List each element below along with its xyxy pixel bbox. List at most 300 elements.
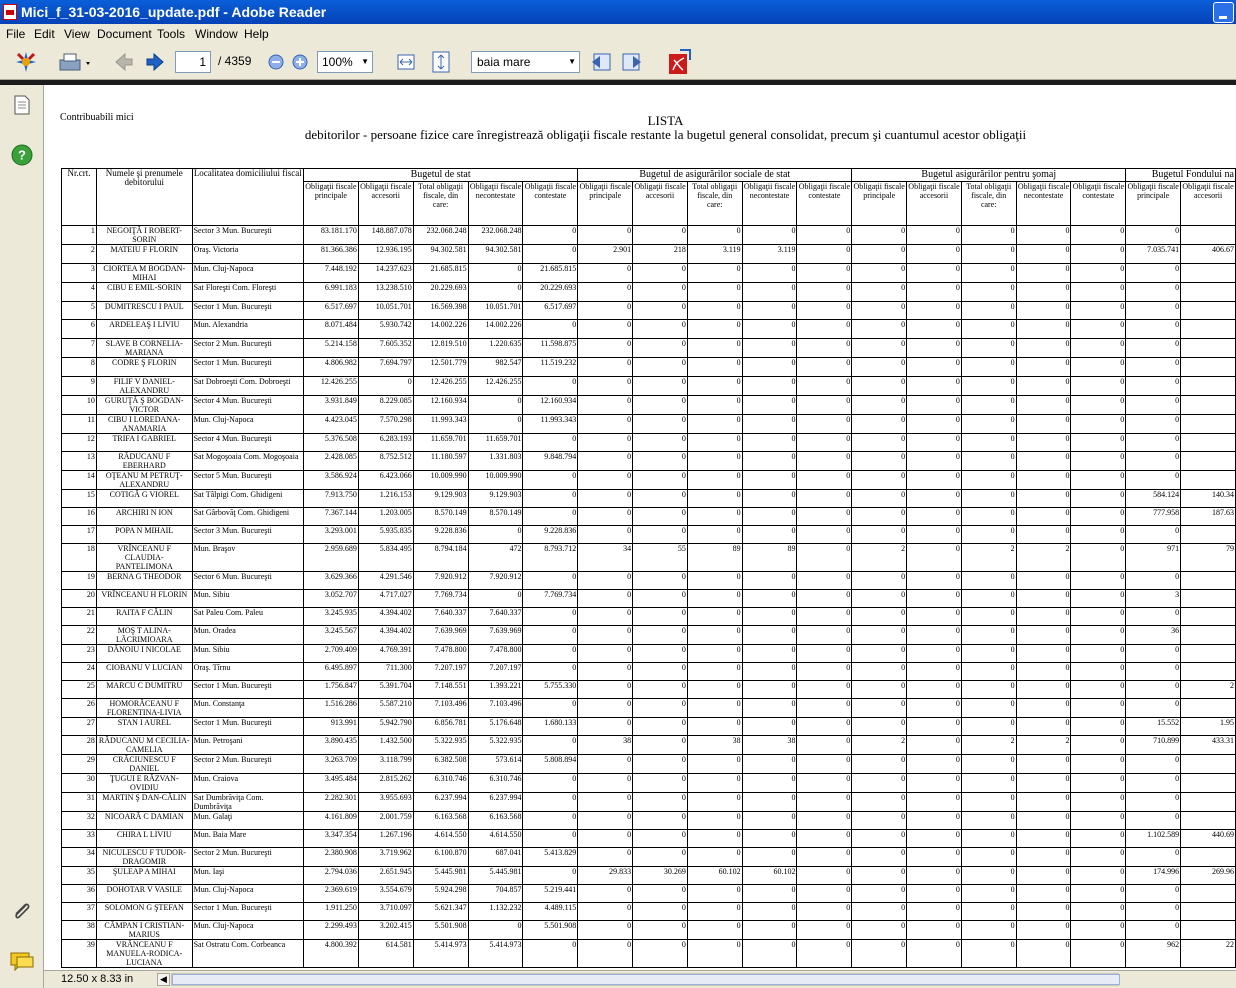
amount-cell: 8.570.149 <box>468 508 523 526</box>
amount-cell: 0 <box>742 572 797 590</box>
next-page-icon[interactable] <box>145 53 165 71</box>
debtor-locality: Sector 1 Mun. Bucureşti <box>192 302 303 320</box>
amount-cell: 0 <box>578 626 633 645</box>
amount-cell: 1.203.005 <box>358 508 413 526</box>
row-number: 26 <box>62 699 97 718</box>
amount-cell: 0 <box>1016 645 1071 663</box>
amount-cell: 0 <box>852 471 907 490</box>
amount-cell: 0 <box>578 415 633 434</box>
amount-cell: 20.229.693 <box>523 283 578 302</box>
doc-subtitle: debitorilor - persoane fizice care înregistrează obligaţii fiscale restante la bugetul general consolidat, precum şi cuantumul acestor obligaţii <box>304 127 1027 142</box>
amount-cell: 7.920.912 <box>468 572 523 590</box>
amount-cell: 0 <box>633 508 688 526</box>
amount-cell: 0 <box>523 608 578 626</box>
amount-cell: 0 <box>742 848 797 867</box>
menu-tools[interactable]: Tools <box>157 27 186 41</box>
amount-cell: 0 <box>578 302 633 320</box>
table-row <box>62 526 1236 544</box>
amount-cell: 0 <box>687 415 742 434</box>
amount-cell: 0 <box>742 226 797 245</box>
amount-cell: 0 <box>1126 663 1181 681</box>
amount-cell: 140.34 <box>1181 490 1236 508</box>
debtor-locality: Mun. Sibiu <box>192 590 303 608</box>
amount-cell: 0 <box>1016 626 1071 645</box>
amount-cell: 0 <box>961 377 1016 396</box>
menu-document[interactable]: Document <box>97 27 152 41</box>
amount-cell: 0 <box>907 921 962 940</box>
pdf-app-icon <box>3 4 17 20</box>
amount-cell: 0 <box>907 718 962 736</box>
search-input[interactable] <box>471 51 580 73</box>
amount-cell: 0 <box>633 264 688 283</box>
horizontal-scrollbar[interactable] <box>171 973 1119 986</box>
amount-cell: 0 <box>742 626 797 645</box>
fit-page-icon[interactable] <box>430 50 452 74</box>
amount-cell: 0 <box>852 415 907 434</box>
amount-cell: 3.347.354 <box>303 830 358 848</box>
amount-cell: 4.614.550 <box>413 830 468 848</box>
debtor-name: MARCU C DUMITRU <box>96 681 192 699</box>
document-view[interactable] <box>44 85 1236 970</box>
amount-cell: 0 <box>523 490 578 508</box>
zoom-in-icon[interactable] <box>292 54 308 70</box>
row-number: 14 <box>62 471 97 490</box>
amount-cell: 0 <box>1071 508 1126 526</box>
amount-cell: 0 <box>633 812 688 830</box>
amount-cell: 0 <box>687 608 742 626</box>
amount-cell: 0 <box>852 663 907 681</box>
chevron-down-icon: ▼ <box>568 57 576 66</box>
amount-cell: 0 <box>578 471 633 490</box>
debtor-name: DĂNOIU I NICOLAE <box>96 645 192 663</box>
amount-cell: 2.299.493 <box>303 921 358 940</box>
amount-cell: 0 <box>633 226 688 245</box>
row-number: 15 <box>62 490 97 508</box>
amount-cell: 0 <box>1071 736 1126 755</box>
amount-cell: 0 <box>633 471 688 490</box>
amount-cell: 0 <box>687 626 742 645</box>
amount-cell: 0 <box>1016 940 1071 968</box>
chevron-down-icon: ▼ <box>361 57 369 66</box>
row-number: 11 <box>62 415 97 434</box>
amount-cell: 0 <box>578 358 633 377</box>
amount-cell: 971 <box>1126 544 1181 572</box>
amount-cell: 1.393.221 <box>468 681 523 699</box>
amount-cell: 0 <box>1126 885 1181 903</box>
debtor-locality: Sector 2 Mun. Bucureşti <box>192 755 303 774</box>
amount-cell: 10.051.701 <box>468 302 523 320</box>
amount-cell <box>1181 699 1236 718</box>
amount-cell: 3.955.693 <box>358 793 413 812</box>
amount-cell: 0 <box>1071 626 1126 645</box>
amount-cell: 0 <box>1016 793 1071 812</box>
amount-cell: 0 <box>687 755 742 774</box>
amount-cell: 0 <box>633 396 688 415</box>
subheader: Obligaţii fiscale contestate <box>797 182 852 226</box>
amount-cell: 7.478.800 <box>468 645 523 663</box>
debtor-locality: Mun. Petroşani <box>192 736 303 755</box>
amount-cell: 0 <box>578 226 633 245</box>
table-row <box>62 590 1236 608</box>
amount-cell: 0 <box>742 755 797 774</box>
collaborate-icon[interactable] <box>14 50 38 74</box>
status-bar <box>44 970 1236 988</box>
amount-cell: 9.129.903 <box>413 490 468 508</box>
amount-cell: 0 <box>687 699 742 718</box>
amount-cell: 0 <box>852 940 907 968</box>
menu-help[interactable]: Help <box>244 27 269 41</box>
help-icon[interactable] <box>11 144 33 166</box>
amount-cell: 0 <box>961 848 1016 867</box>
amount-cell <box>1181 434 1236 452</box>
debtor-locality: Sector 5 Mun. Bucureşti <box>192 471 303 490</box>
amount-cell: 0 <box>578 434 633 452</box>
amount-cell: 0 <box>852 396 907 415</box>
amount-cell: 0 <box>852 626 907 645</box>
amount-cell: 4.423.045 <box>303 415 358 434</box>
amount-cell: 0 <box>578 396 633 415</box>
amount-cell: 0 <box>523 320 578 339</box>
amount-cell: 0 <box>797 590 852 608</box>
minimize-button[interactable] <box>1213 2 1234 23</box>
amount-cell: 0 <box>852 885 907 903</box>
amount-cell: 0 <box>1071 699 1126 718</box>
debtor-locality: Sector 4 Mun. Bucureşti <box>192 396 303 415</box>
amount-cell: 0 <box>523 471 578 490</box>
amount-cell: 0 <box>687 903 742 921</box>
previous-page-icon[interactable] <box>114 53 134 71</box>
amount-cell: 0 <box>633 940 688 968</box>
amount-cell: 0 <box>633 774 688 793</box>
amount-cell: 5.587.210 <box>358 699 413 718</box>
debtor-locality: Sector 2 Mun. Bucureşti <box>192 339 303 358</box>
amount-cell: 0 <box>523 793 578 812</box>
amount-cell: 0 <box>633 434 688 452</box>
fit-width-icon[interactable] <box>396 52 416 72</box>
amount-cell: 3.495.484 <box>303 774 358 793</box>
debtor-name: DUMITRESCU I PAUL <box>96 302 192 320</box>
debtor-name: CODRE Ş FLORIN <box>96 358 192 377</box>
amount-cell: 81.366.386 <box>303 245 358 264</box>
amount-cell: 0 <box>961 415 1016 434</box>
amount-cell: 0 <box>797 302 852 320</box>
menu-view[interactable]: View <box>64 27 90 41</box>
amount-cell: 34 <box>578 544 633 572</box>
amount-cell: 0 <box>742 358 797 377</box>
amount-cell: 2 <box>852 544 907 572</box>
window-title: Mici_f_31-03-2016_update.pdf - Adobe Reader <box>21 4 327 20</box>
amount-cell: 0 <box>907 264 962 283</box>
debtor-locality: Mun. Constanţa <box>192 699 303 718</box>
row-number: 24 <box>62 663 97 681</box>
amount-cell: 5.924.298 <box>413 885 468 903</box>
amount-cell: 0 <box>797 645 852 663</box>
amount-cell: 0 <box>907 377 962 396</box>
menu-bar <box>0 24 1236 44</box>
amount-cell: 232.068.248 <box>468 226 523 245</box>
amount-cell: 0 <box>687 774 742 793</box>
amount-cell: 9.228.836 <box>523 526 578 544</box>
amount-cell: 4.161.809 <box>303 812 358 830</box>
amount-cell: 0 <box>578 755 633 774</box>
attachments-icon[interactable] <box>10 900 34 924</box>
amount-cell: 0 <box>687 812 742 830</box>
group-header: Bugetul de stat <box>303 169 577 182</box>
amount-cell: 0 <box>687 645 742 663</box>
amount-cell <box>1181 283 1236 302</box>
amount-cell: 12.819.510 <box>413 339 468 358</box>
amount-cell: 0 <box>633 848 688 867</box>
amount-cell: 7.367.144 <box>303 508 358 526</box>
amount-cell: 0 <box>1126 226 1181 245</box>
amount-cell: 0 <box>797 608 852 626</box>
debtor-name: CIBU I LOREDANA-ANAMARIA <box>96 415 192 434</box>
amount-cell: 12.501.779 <box>413 358 468 377</box>
amount-cell: 2.282.301 <box>303 793 358 812</box>
amount-cell: 36 <box>1126 626 1181 645</box>
row-number: 5 <box>62 302 97 320</box>
amount-cell: 0 <box>852 645 907 663</box>
amount-cell: 0 <box>1126 526 1181 544</box>
amount-cell: 0 <box>961 508 1016 526</box>
debtor-name: VRÂNCEANU F MANUELA-RODICA-LUCIANA <box>96 940 192 968</box>
table-row <box>62 320 1236 339</box>
amount-cell: 6.310.746 <box>468 774 523 793</box>
table-row <box>62 572 1236 590</box>
amount-cell: 0 <box>907 755 962 774</box>
amount-cell <box>1181 396 1236 415</box>
row-number: 9 <box>62 377 97 396</box>
amount-cell: 0 <box>1071 940 1126 968</box>
row-number: 10 <box>62 396 97 415</box>
amount-cell: 0 <box>633 645 688 663</box>
amount-cell: 3.052.707 <box>303 590 358 608</box>
amount-cell: 0 <box>1016 848 1071 867</box>
amount-cell: 7.103.496 <box>413 699 468 718</box>
amount-cell: 79 <box>1181 544 1236 572</box>
table-row <box>62 663 1236 681</box>
amount-cell: 0 <box>1071 377 1126 396</box>
amount-cell: 0 <box>961 885 1016 903</box>
find-next-icon[interactable] <box>621 52 643 72</box>
row-number: 31 <box>62 793 97 812</box>
amount-cell: 4.291.546 <box>358 572 413 590</box>
debtor-locality: Oraş. Victoria <box>192 245 303 264</box>
amount-cell: 3.202.415 <box>358 921 413 940</box>
debtor-locality: Sat Floreşti Com. Floreşti <box>192 283 303 302</box>
amount-cell: 0 <box>1016 283 1071 302</box>
amount-cell: 0 <box>687 396 742 415</box>
amount-cell: 0 <box>1071 830 1126 848</box>
find-previous-icon[interactable] <box>590 52 612 72</box>
amount-cell: 614.581 <box>358 940 413 968</box>
amount-cell: 0 <box>742 471 797 490</box>
amount-cell: 2 <box>1016 736 1071 755</box>
amount-cell: 5.414.973 <box>468 940 523 968</box>
amount-cell: 0 <box>1071 755 1126 774</box>
debtor-locality: Sector 1 Mun. Bucureşti <box>192 681 303 699</box>
group-header: Bugetul de asigurărilor sociale de stat <box>578 169 852 182</box>
amount-cell: 0 <box>797 885 852 903</box>
scroll-left-button[interactable]: ◀ <box>157 973 170 986</box>
menu-window[interactable]: Window <box>195 27 238 41</box>
amount-cell: 0 <box>633 377 688 396</box>
amount-cell: 0 <box>578 608 633 626</box>
debtor-locality: Sat Dobroeşti Com. Dobroeşti <box>192 377 303 396</box>
table-row <box>62 793 1236 812</box>
debtor-locality: Mun. Cluj-Napoca <box>192 264 303 283</box>
amount-cell: 0 <box>687 940 742 968</box>
amount-cell: 21.685.815 <box>523 264 578 283</box>
amount-cell: 0 <box>961 830 1016 848</box>
amount-cell: 7.570.298 <box>358 415 413 434</box>
print-icon[interactable] <box>58 52 92 74</box>
amount-cell: 0 <box>633 608 688 626</box>
amount-cell: 0 <box>852 848 907 867</box>
zoom-level-select[interactable] <box>317 51 373 73</box>
amount-cell: 0 <box>742 903 797 921</box>
subheader: Obligaţii fiscale accesorii <box>358 182 413 226</box>
amount-cell: 0 <box>468 526 523 544</box>
amount-cell: 20.229.693 <box>413 283 468 302</box>
amount-cell: 0 <box>1071 415 1126 434</box>
pages-icon[interactable] <box>12 94 32 116</box>
amount-cell: 0 <box>687 490 742 508</box>
amount-cell: 0 <box>578 774 633 793</box>
amount-cell: 0 <box>852 867 907 885</box>
amount-cell: 5.445.981 <box>413 867 468 885</box>
amount-cell: 0 <box>1126 608 1181 626</box>
table-row <box>62 848 1236 867</box>
scrollbar-thumb[interactable] <box>172 974 1120 985</box>
amount-cell: 5.445.981 <box>468 867 523 885</box>
page-total: / 4359 <box>218 54 252 68</box>
amount-cell: 2 <box>1181 681 1236 699</box>
amount-cell: 0 <box>961 590 1016 608</box>
amount-cell: 0 <box>852 377 907 396</box>
debtor-name: MOŞ T ALINA-LĂCRIMIOARA <box>96 626 192 645</box>
amount-cell: 3.931.849 <box>303 396 358 415</box>
amount-cell: 0 <box>797 508 852 526</box>
amount-cell <box>1181 885 1236 903</box>
amount-cell <box>1181 452 1236 471</box>
amount-cell: 0 <box>907 526 962 544</box>
amount-cell: 6.283.193 <box>358 434 413 452</box>
amount-cell: 0 <box>1071 339 1126 358</box>
amount-cell: 11.659.701 <box>413 434 468 452</box>
amount-cell <box>1181 358 1236 377</box>
amount-cell: 3.293.001 <box>303 526 358 544</box>
row-number: 1 <box>62 226 97 245</box>
amount-cell: 8.570.149 <box>413 508 468 526</box>
amount-cell: 5.755.330 <box>523 681 578 699</box>
debtor-locality: Mun. Iaşi <box>192 867 303 885</box>
amount-cell: 1.102.589 <box>1126 830 1181 848</box>
amount-cell: 0 <box>852 774 907 793</box>
doc-left-label: Contribuabili mici <box>60 112 134 123</box>
amount-cell: 10.009.990 <box>413 471 468 490</box>
amount-cell: 1.95 <box>1181 718 1236 736</box>
amount-cell: 0 <box>578 848 633 867</box>
amount-cell: 0 <box>852 572 907 590</box>
amount-cell: 0 <box>797 245 852 264</box>
amount-cell: 89 <box>742 544 797 572</box>
amount-cell: 0 <box>797 572 852 590</box>
table-row <box>62 645 1236 663</box>
amount-cell: 0 <box>907 415 962 434</box>
row-number: 37 <box>62 903 97 921</box>
amount-cell: 0 <box>1016 755 1071 774</box>
amount-cell: 5.501.908 <box>523 921 578 940</box>
debtor-name: COTIGĂ G VIOREL <box>96 490 192 508</box>
amount-cell: 0 <box>907 544 962 572</box>
amount-cell: 0 <box>1126 572 1181 590</box>
amount-cell: 0 <box>578 830 633 848</box>
amount-cell <box>1181 812 1236 830</box>
amount-cell: 0 <box>687 921 742 940</box>
amount-cell: 0 <box>633 283 688 302</box>
amount-cell: 0 <box>1071 867 1126 885</box>
debtor-locality: Mun. Alexandria <box>192 320 303 339</box>
amount-cell: 0 <box>687 718 742 736</box>
doc-title: LISTA <box>647 113 684 128</box>
amount-cell: 0 <box>742 885 797 903</box>
amount-cell: 2.001.759 <box>358 812 413 830</box>
amount-cell: 0 <box>1016 490 1071 508</box>
amount-cell <box>1181 320 1236 339</box>
amount-cell: 0 <box>578 590 633 608</box>
debtor-locality: Sat Mogoşoaia Com. Mogoşoaia <box>192 452 303 471</box>
menu-file[interactable]: File <box>6 27 26 41</box>
amount-cell: 3.629.366 <box>303 572 358 590</box>
amount-cell: 0 <box>742 377 797 396</box>
amount-cell: 0 <box>1071 490 1126 508</box>
amount-cell: 0 <box>742 508 797 526</box>
amount-cell: 30.269 <box>633 867 688 885</box>
amount-cell: 0 <box>907 245 962 264</box>
amount-cell: 0 <box>687 526 742 544</box>
zoom-level-value: 100% <box>322 55 353 69</box>
amount-cell: 5.322.935 <box>468 736 523 755</box>
amount-cell <box>1181 302 1236 320</box>
amount-cell: 0 <box>633 793 688 812</box>
amount-cell <box>1181 590 1236 608</box>
amount-cell: 0 <box>687 377 742 396</box>
comments-icon[interactable] <box>9 950 35 972</box>
page-number-input[interactable]: 1 <box>175 51 211 73</box>
zoom-out-icon[interactable] <box>268 54 284 70</box>
amount-cell: 0 <box>797 339 852 358</box>
table-row <box>62 736 1236 755</box>
menu-edit[interactable]: Edit <box>34 27 55 41</box>
amount-cell: 0 <box>907 358 962 377</box>
amount-cell: 0 <box>523 940 578 968</box>
adobe-acrobat-icon[interactable] <box>666 48 692 76</box>
amount-cell: 0 <box>907 320 962 339</box>
amount-cell: 11.598.875 <box>523 339 578 358</box>
row-number: 27 <box>62 718 97 736</box>
amount-cell: 0 <box>907 867 962 885</box>
amount-cell: 0 <box>633 903 688 921</box>
amount-cell: 0 <box>961 302 1016 320</box>
amount-cell: 0 <box>1016 358 1071 377</box>
amount-cell: 711.300 <box>358 663 413 681</box>
amount-cell: 0 <box>1071 302 1126 320</box>
amount-cell: 0 <box>797 663 852 681</box>
amount-cell: 0 <box>1071 590 1126 608</box>
debtor-locality: Mun. Oradea <box>192 626 303 645</box>
amount-cell: 11.180.597 <box>413 452 468 471</box>
